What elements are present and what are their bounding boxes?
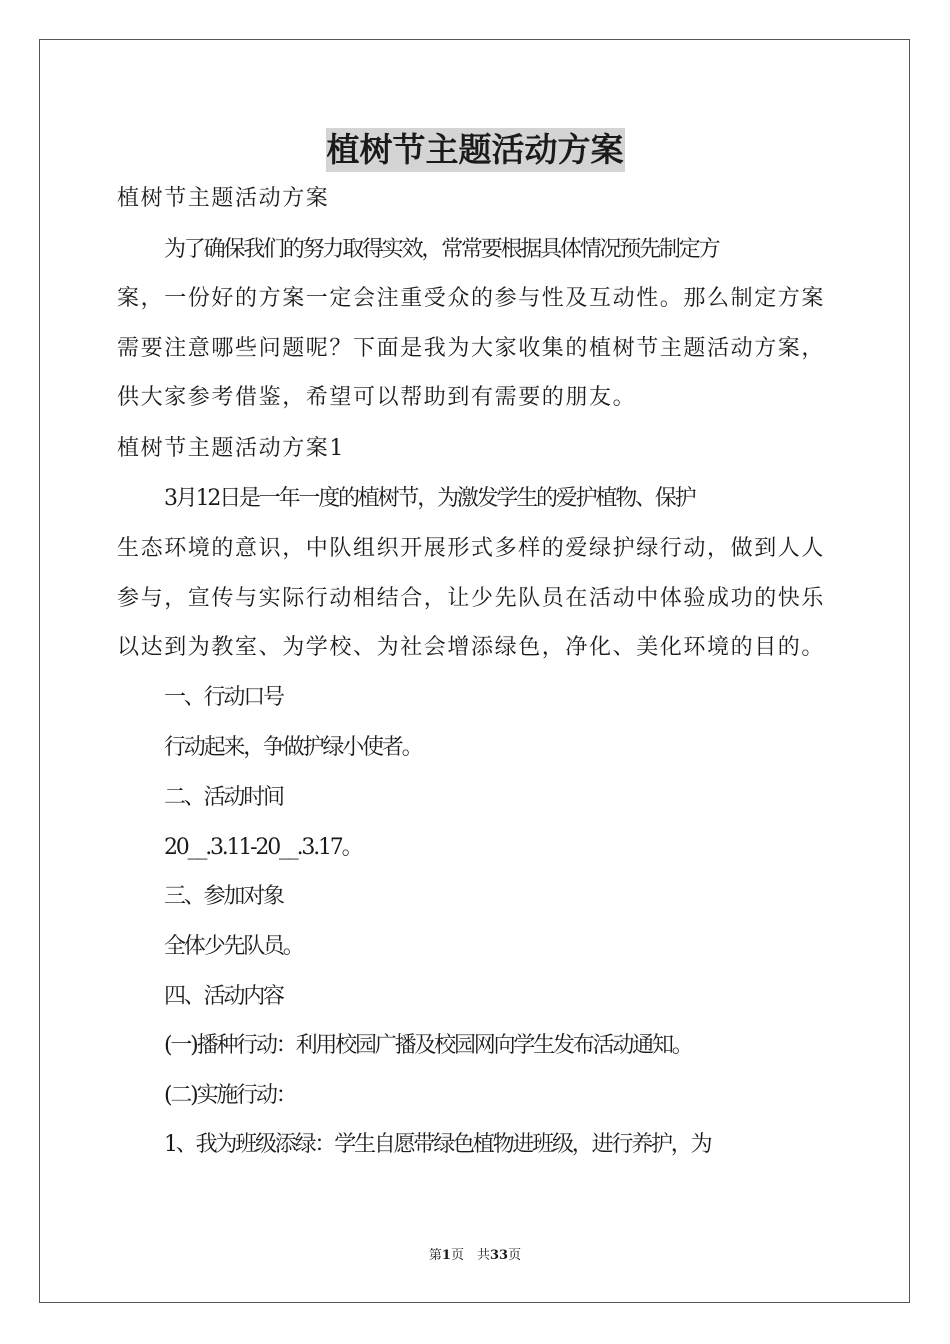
footer-middle: 页 共 (450, 1248, 490, 1263)
list-heading: 四、活动内容 (164, 984, 283, 1009)
paragraph-line: 参与，宣传与实际行动相结合，让少先队员在活动中体验成功的快乐 (117, 586, 826, 611)
paragraph-line: 案，一份好的方案一定会注重受众的参与性及互动性。那么制定方案 (117, 286, 826, 311)
paragraph-line: (二)实施行动： (164, 1083, 296, 1108)
title-container (0, 128, 950, 172)
paragraph-line: 生态环境的意识，中队组织开展形式多样的爱绿护绿行动，做到人人 (117, 536, 826, 561)
paragraph-line: 1、我为班级添绿：学生自愿带绿色植物进班级，进行养护，为 (164, 1132, 711, 1157)
list-heading: 二、活动时间 (164, 785, 283, 810)
page-border (39, 39, 910, 1303)
section-heading: 植树节主题活动方案1 (117, 436, 345, 461)
footer-page-number: 1 (441, 1248, 451, 1263)
paragraph-line: 以达到为教室、为学校、为社会增添绿色，净化、美化环境的目的。 (117, 635, 826, 660)
paragraph-line: 为了确保我们的努力取得实效，常常要根据具体情况预先制定方 (164, 237, 719, 262)
paragraph-line: 3月12日是一年一度的植树节，为激发学生的爱护植物、保护 (164, 486, 695, 511)
paragraph-line: 全体少先队员。 (164, 934, 303, 959)
footer-total-pages: 33 (489, 1248, 509, 1263)
list-heading: 一、行动口号 (164, 685, 283, 710)
paragraph-line: 行动起来，争做护绿小使者。 (164, 735, 422, 760)
page-footer (0, 1247, 950, 1265)
footer-prefix: 第 (428, 1248, 442, 1263)
paragraph-line: 需要注意哪些问题呢？下面是我为大家收集的植树节主题活动方案， (117, 336, 826, 361)
paragraph-line: 20__.3.11-20__.3.17。 (164, 835, 362, 860)
subtitle: 植树节主题活动方案 (117, 186, 330, 211)
paragraph-line: 供大家参考借鉴，希望可以帮助到有需要的朋友。 (117, 385, 637, 410)
list-heading: 三、参加对象 (164, 884, 283, 909)
footer-suffix: 页 (508, 1248, 522, 1263)
paragraph-line: (一)播种行动：利用校园广播及校园网向学生发布活动通知。 (164, 1033, 692, 1058)
document-title: 植树节主题活动方案 (326, 128, 625, 172)
